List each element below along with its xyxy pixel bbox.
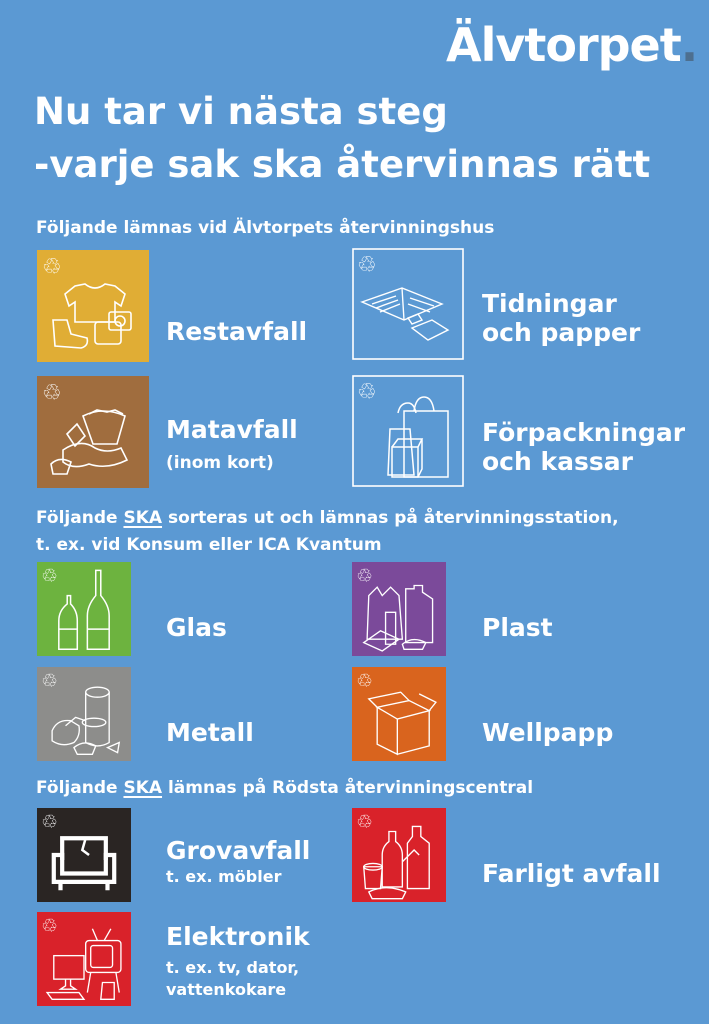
svg-text:♲: ♲ bbox=[41, 916, 58, 938]
section-heading-recycling-station: Följande SKA sorteras ut och lämnas på återvinningsstation, bbox=[36, 508, 619, 528]
electronics-icon bbox=[37, 912, 131, 1006]
metall-label: Metall bbox=[166, 718, 254, 747]
emphasis-ska: SKA bbox=[123, 778, 163, 798]
wellpapp-tile bbox=[352, 667, 446, 761]
svg-text:♲: ♲ bbox=[42, 381, 62, 406]
farligt-avfall-tile bbox=[352, 808, 446, 902]
section-heading-recycling-central: Följande SKA lämnas på Rödsta återvinningscentral bbox=[36, 778, 534, 798]
forpackningar-tile bbox=[352, 375, 464, 487]
grovavfall-note: t. ex. möbler bbox=[166, 867, 282, 886]
restavfall-label: Restavfall bbox=[166, 317, 308, 346]
armchair-icon bbox=[37, 808, 131, 902]
plast-tile bbox=[352, 562, 446, 656]
bags-icon bbox=[352, 375, 464, 487]
chemical-bottles-icon bbox=[352, 808, 446, 902]
forpackningar-label-line-1: Förpackningar bbox=[482, 418, 686, 447]
brand-logo: Älvtorpet. bbox=[446, 18, 698, 72]
bottles-icon bbox=[37, 562, 131, 656]
plast-label: Plast bbox=[482, 613, 553, 642]
section-heading-recycling-station-line-2: t. ex. vid Konsum eller ICA Kvantum bbox=[36, 535, 382, 555]
glas-label: Glas bbox=[166, 613, 227, 642]
plastic-containers-icon bbox=[352, 562, 446, 656]
svg-text:♲: ♲ bbox=[41, 566, 58, 588]
svg-text:♲: ♲ bbox=[356, 812, 373, 834]
cardboard-box-icon bbox=[352, 667, 446, 761]
svg-text:♲: ♲ bbox=[42, 255, 62, 280]
tidningar-label-line-1: Tidningar bbox=[482, 289, 617, 318]
svg-text:♲: ♲ bbox=[357, 253, 377, 278]
tidningar-label-line-2: och papper bbox=[482, 318, 641, 347]
matavfall-note: (inom kort) bbox=[166, 453, 274, 473]
newspaper-icon bbox=[352, 248, 464, 360]
tidningar-tile bbox=[352, 248, 464, 360]
food-waste-icon bbox=[37, 376, 149, 488]
svg-text:♲: ♲ bbox=[356, 671, 373, 693]
grovavfall-label: Grovavfall bbox=[166, 836, 311, 865]
wellpapp-label: Wellpapp bbox=[482, 718, 614, 747]
elektronik-note-line-2: vattenkokare bbox=[166, 980, 287, 999]
grovavfall-tile bbox=[37, 808, 131, 902]
svg-text:♲: ♲ bbox=[357, 380, 377, 405]
headline-line-2: -varje sak ska återvinnas rätt bbox=[34, 143, 651, 186]
svg-text:♲: ♲ bbox=[41, 671, 58, 693]
glas-tile bbox=[37, 562, 131, 656]
elektronik-note-line-1: t. ex. tv, dator, bbox=[166, 958, 300, 977]
elektronik-tile bbox=[37, 912, 131, 1006]
clothes-shoe-icon bbox=[37, 250, 149, 362]
metall-tile bbox=[37, 667, 131, 761]
restavfall-tile bbox=[37, 250, 149, 362]
matavfall-label: Matavfall bbox=[166, 415, 298, 444]
headline-line-1: Nu tar vi nästa steg bbox=[34, 90, 448, 133]
emphasis-ska: SKA bbox=[123, 508, 163, 528]
svg-text:♲: ♲ bbox=[41, 812, 58, 834]
matavfall-tile bbox=[37, 376, 149, 488]
farligt-avfall-label: Farligt avfall bbox=[482, 859, 661, 888]
elektronik-label: Elektronik bbox=[166, 922, 310, 951]
cans-icon bbox=[37, 667, 131, 761]
svg-text:♲: ♲ bbox=[356, 566, 373, 588]
forpackningar-label-line-2: och kassar bbox=[482, 447, 633, 476]
section-heading-recycling-house: Följande lämnas vid Älvtorpets återvinningshus bbox=[36, 218, 495, 238]
